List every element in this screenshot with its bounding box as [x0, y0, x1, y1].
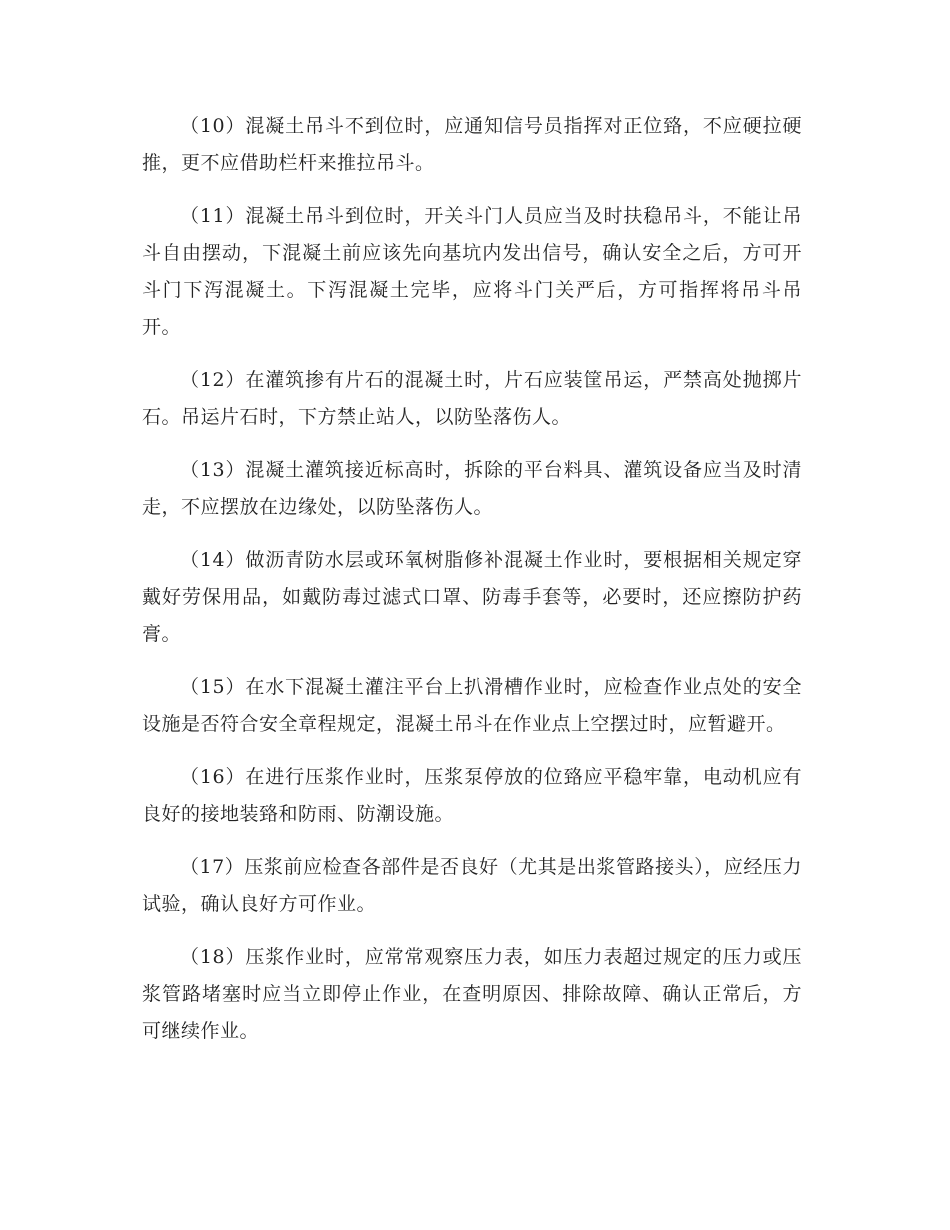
paragraph-number: （13）: [180, 459, 246, 481]
paragraph-10: [142, 108, 802, 182]
paragraph-text: 混凝土吊斗到位时，开关斗门人员应当及时扶稳吊斗，不能让吊斗自由摆动，下混凝土前应该先向基坑内发出信号，确认安全之后，方可开斗门下泻混凝土。下泻混凝土完毕，应将斗门关严后，方可指挥将吊斗吊开。: [142, 205, 802, 338]
paragraph-number: （17）: [180, 856, 245, 878]
paragraph-text: 压浆作业时，应常常观察压力表，如压力表超过规定的压力或压浆管路堵塞时应当立即停止作业，在查明原因、排除故障、确认正常后，方可继续作业。: [142, 946, 802, 1042]
paragraph-number: （18）: [180, 946, 246, 968]
paragraph-number: （12）: [180, 369, 246, 391]
paragraph-18: [142, 939, 802, 1050]
paragraph-number: （15）: [180, 676, 246, 698]
paragraph-text: 混凝土吊斗不到位时，应通知信号员指挥对正位臵，不应硬拉硬推，更不应借助栏杆来推拉吊斗。: [142, 115, 802, 174]
paragraph-16: [142, 759, 802, 833]
paragraph-15: [142, 669, 802, 743]
paragraph-number: （16）: [180, 766, 246, 788]
paragraph-text: 做沥青防水层或环氧树脂修补混凝土作业时，要根据相关规定穿戴好劳保用品，如戴防毒过滤式口罩、防毒手套等，必要时，还应擦防护药膏。: [142, 549, 802, 645]
paragraph-text: 混凝土灌筑接近标高时，拆除的平台料具、灌筑设备应当及时清走，不应摆放在边缘处，以防坠落伤人。: [142, 459, 802, 518]
paragraph-17: [142, 849, 802, 923]
paragraph-number: （10）: [180, 115, 246, 137]
paragraph-number: （11）: [180, 205, 246, 227]
paragraph-14: [142, 542, 802, 653]
paragraph-text: 在水下混凝土灌注平台上扒滑槽作业时，应检查作业点处的安全设施是否符合安全章程规定，混凝土吊斗在作业点上空摆过时，应暂避开。: [142, 676, 802, 735]
paragraph-13: [142, 452, 802, 526]
paragraph-12: [142, 362, 802, 436]
paragraph-text: 在进行压浆作业时，压浆泵停放的位臵应平稳牢靠，电动机应有良好的接地装臵和防雨、防潮设施。: [142, 766, 802, 825]
paragraph-text: 压浆前应检查各部件是否良好（尤其是出浆管路接头），应经压力试验，确认良好方可作业。: [142, 856, 802, 915]
paragraph-text: 在灌筑掺有片石的混凝土时，片石应装筐吊运，严禁高处抛掷片石。吊运片石时，下方禁止站人，以防坠落伤人。: [142, 369, 802, 428]
document-body: [142, 108, 802, 1066]
paragraph-11: [142, 198, 802, 346]
paragraph-number: （14）: [180, 549, 246, 571]
